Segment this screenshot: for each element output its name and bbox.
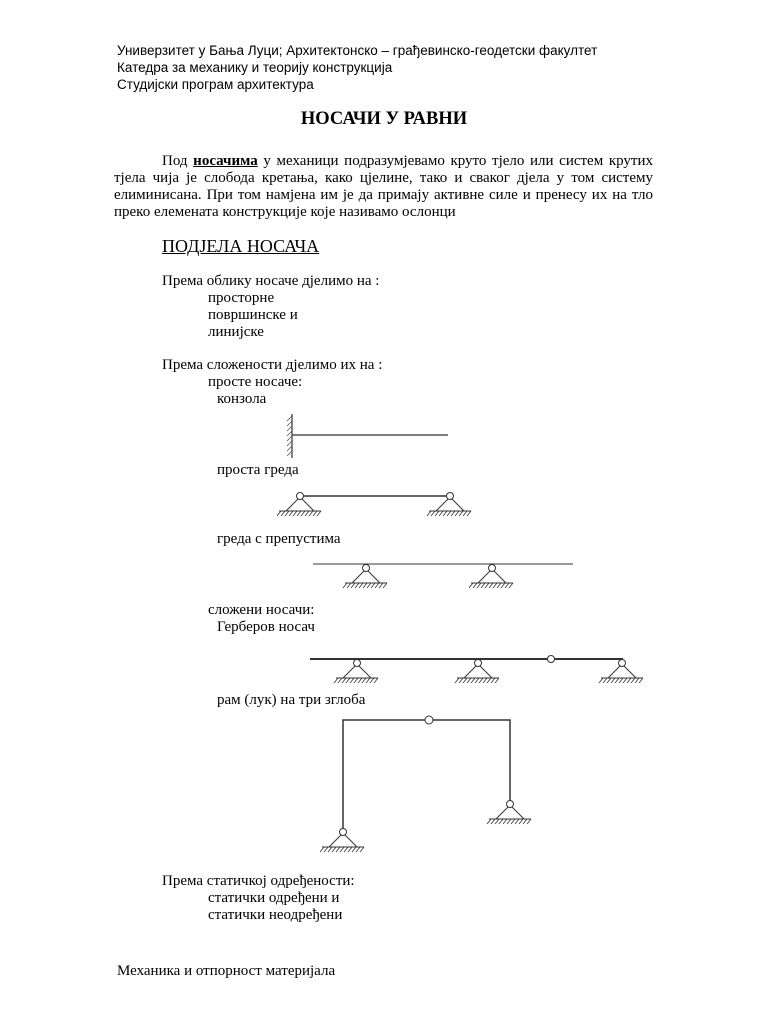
intro-rest: у механици подразумјевамо круто тјело или систем крутих тјела чија је слобода кретања, како цјелине, тако и сваког дјела у том систему елиминисана. При том намјена им је да примају активне силе и пренесу их на тло преко елемената конструкције које називамо ослонци	[114, 153, 654, 220]
cantilever-label: конзола	[217, 391, 267, 407]
header-program: Студијски програм архитектура	[117, 77, 314, 92]
shape-item: површинске и	[208, 307, 298, 323]
gerber-label: Герберов носач	[217, 619, 315, 635]
statics-label: Према статичкој одређености:	[162, 873, 355, 889]
overhang-beam-diagram	[313, 564, 573, 588]
intro-term: носачима	[193, 153, 258, 169]
pin-support-icon	[469, 565, 513, 589]
page-title: НОСАЧИ У РАВНИ	[300, 109, 468, 129]
hinge-icon	[548, 656, 555, 663]
shape-label: Према облику носаче дјелимо на :	[162, 273, 380, 289]
pin-support-icon	[599, 660, 643, 684]
page-footer: Механика и отпорност материјала	[117, 963, 336, 979]
three-hinge-frame-diagram	[320, 716, 531, 852]
pin-support-icon	[320, 829, 364, 853]
complex-label: сложени носачи:	[208, 602, 315, 618]
intro-lead: Под	[162, 153, 188, 169]
simple-beam-diagram	[277, 493, 471, 517]
header-faculty: Универзитет у Бањa Луци; Архитектонско – грађевинско-геодетски факултет	[117, 43, 598, 58]
pin-support-icon	[455, 660, 499, 684]
simple-label: просте носаче:	[208, 374, 303, 390]
header-department: Катедра за механику и теорију конструкција	[117, 60, 393, 75]
cantilever-diagram	[287, 414, 448, 458]
section-heading: ПОДЈЕЛА НОСАЧА	[162, 236, 320, 256]
pin-support-icon	[343, 565, 387, 589]
shape-item: линијске	[208, 324, 264, 340]
shape-item: просторне	[208, 290, 275, 306]
complexity-label: Према сложености дјелимо их на :	[162, 357, 383, 373]
hinge-icon	[425, 716, 433, 724]
pin-support-icon	[487, 801, 531, 825]
pin-support-icon	[334, 660, 378, 684]
three-hinge-label: рам (лук) на три зглоба	[217, 692, 366, 708]
simple-beam-label: проста греда	[217, 462, 299, 478]
statics-item: статички неодређени	[208, 907, 343, 923]
statics-item: статички одређени и	[208, 890, 340, 906]
gerber-beam-diagram	[310, 656, 643, 684]
overhang-beam-label: греда с препустима	[217, 531, 341, 547]
